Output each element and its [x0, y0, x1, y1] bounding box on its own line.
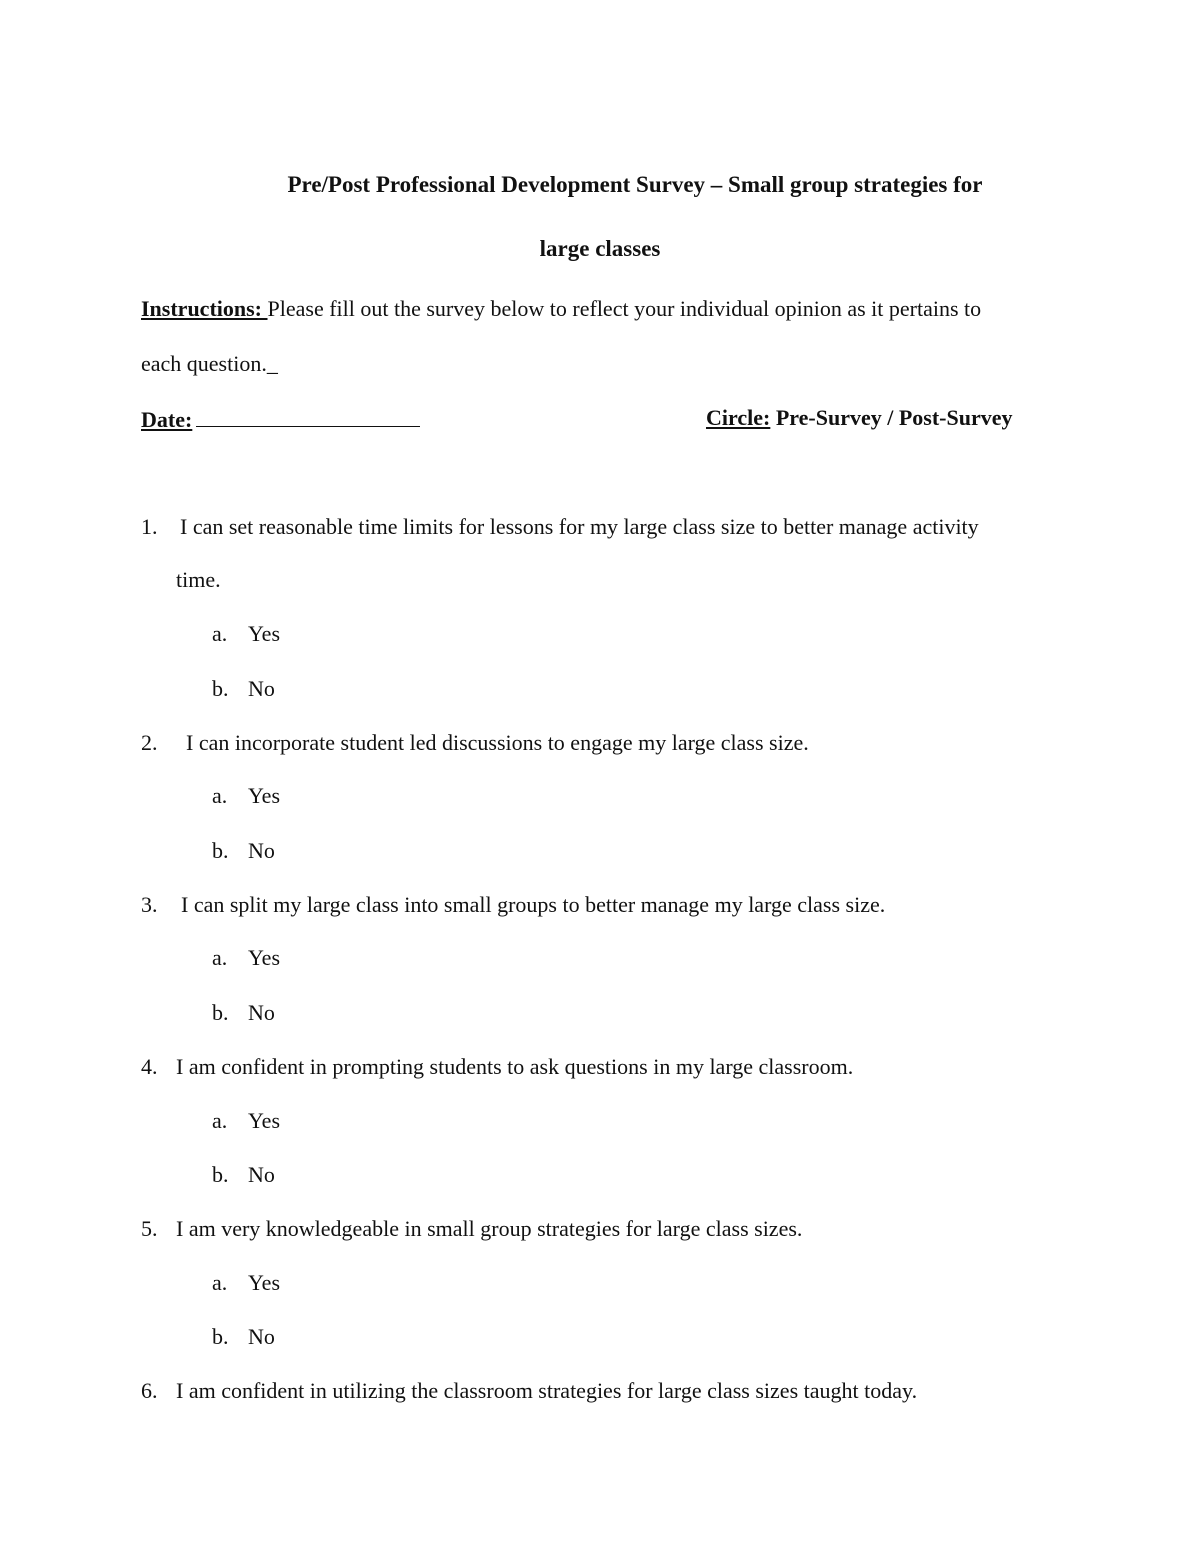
question-text: I am confident in utilizing the classroom strategies for large class sizes taught today. [176, 1378, 918, 1403]
page-title-line-2: large classes [539, 236, 661, 261]
survey-type-field [706, 404, 1013, 432]
question-text: I can set reasonable time limits for lessons for my large class size to better manage activity [180, 514, 979, 539]
option-letter: a. [212, 621, 228, 646]
option-yes[interactable]: Yes [248, 945, 281, 970]
option-no[interactable]: No [248, 838, 275, 863]
question-text: I can incorporate student led discussions to engage my large class size. [186, 730, 809, 755]
option-letter: a. [212, 1108, 228, 1133]
option-yes[interactable]: Yes [248, 783, 281, 808]
date-field [141, 404, 420, 434]
survey-type-options: Pre-Survey / Post-Survey [770, 405, 1013, 430]
question-number: 5. [141, 1216, 158, 1241]
instructions [141, 295, 981, 323]
option-no[interactable]: No [248, 1324, 275, 1349]
option-no[interactable]: No [248, 676, 275, 701]
question-number: 4. [141, 1054, 158, 1079]
option-letter: a. [212, 1270, 228, 1295]
option-letter: b. [212, 1324, 229, 1349]
instructions-text: Please fill out the survey below to reflect your individual opinion as it pertains to [267, 296, 982, 321]
question-text: I am confident in prompting students to ask questions in my large classroom. [176, 1054, 854, 1079]
instructions-label: Instructions: [141, 296, 268, 321]
option-yes[interactable]: Yes [248, 1270, 281, 1295]
question-number: 2. [141, 730, 158, 755]
question-text: I am very knowledgeable in small group strategies for large class sizes. [176, 1216, 803, 1241]
question-number: 3. [141, 892, 158, 917]
question-text-continued: time. [176, 567, 221, 592]
option-letter: b. [212, 838, 229, 863]
option-letter: a. [212, 945, 228, 970]
option-letter: b. [212, 1000, 229, 1025]
option-no[interactable]: No [248, 1162, 275, 1187]
question-text: I can split my large class into small groups to better manage my large class size. [181, 892, 886, 917]
date-label: Date: [141, 407, 193, 432]
page-title-line-1: Pre/Post Professional Development Survey – Small group strategies for [287, 172, 983, 197]
instructions-text-continued: each question._ [141, 351, 278, 376]
option-letter: a. [212, 783, 228, 808]
option-yes[interactable]: Yes [248, 1108, 281, 1133]
date-blank-line[interactable] [196, 404, 420, 427]
option-yes[interactable]: Yes [248, 621, 281, 646]
question-number: 1. [141, 514, 158, 539]
option-letter: b. [212, 676, 229, 701]
circle-label: Circle: [706, 405, 771, 430]
option-letter: b. [212, 1162, 229, 1187]
option-no[interactable]: No [248, 1000, 275, 1025]
question-number: 6. [141, 1378, 158, 1403]
